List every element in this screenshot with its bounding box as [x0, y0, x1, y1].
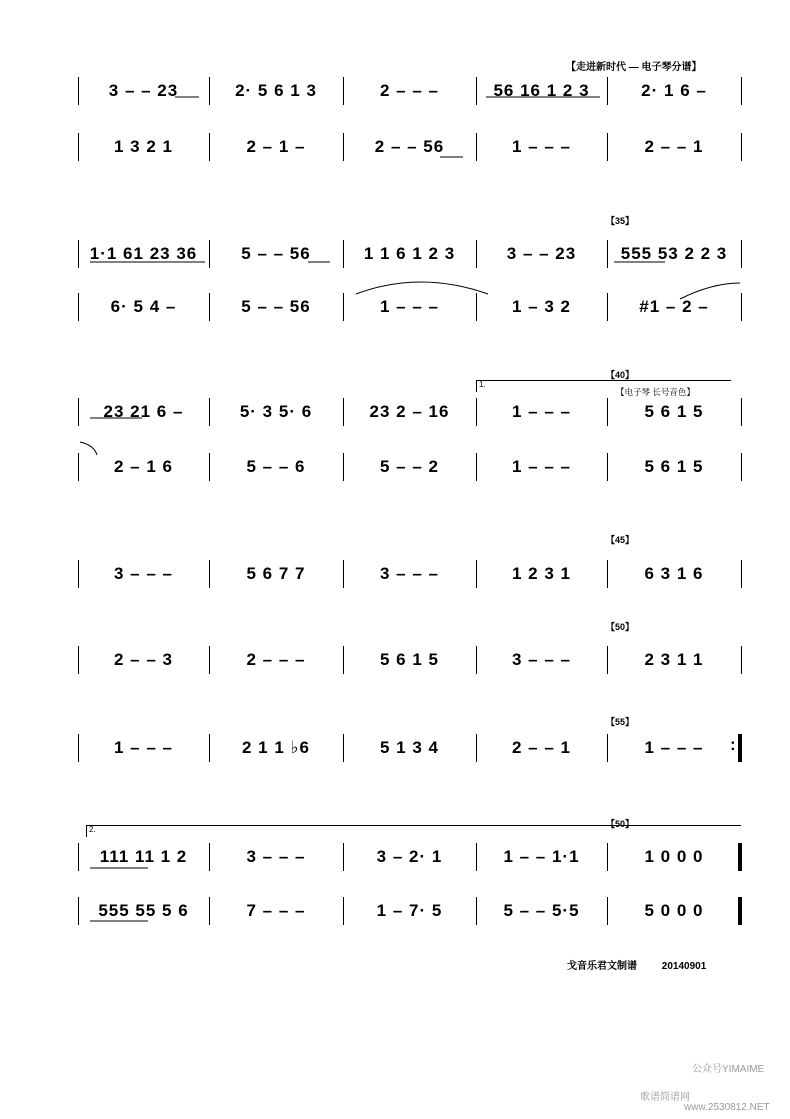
- measure-notes: 1 – – –: [512, 402, 571, 421]
- measure-notes: 5· 3 5· 6: [239, 402, 313, 421]
- measure-notes: 3 – 2· 1: [376, 847, 443, 866]
- measure-notes: 1 0 0 0: [644, 847, 704, 866]
- measure-notes: 3 – – –: [114, 564, 173, 583]
- measure-notes: 1 – 7· 5: [376, 901, 443, 920]
- measure-notes: 23 2 – 16: [369, 402, 450, 421]
- measure-notes: 1 – 3 2: [512, 297, 571, 316]
- measure-notes: 2· 1 6 –: [641, 81, 707, 100]
- measure-notes: 5 6 1 5: [644, 402, 704, 421]
- volta-number: 2.: [89, 825, 96, 834]
- bar-label-50: 【50】: [606, 622, 635, 632]
- measure-notes: 1 3 2 1: [114, 137, 173, 156]
- measure-notes: 5 – – 5·5: [503, 901, 580, 920]
- bar-label-40: 【40】: [606, 370, 635, 380]
- measure-notes: 5 – – 56: [241, 244, 311, 263]
- slur: [680, 283, 740, 299]
- measure-notes: 2 – 1 6: [114, 457, 173, 476]
- measure-notes: 1 – – –: [644, 738, 704, 757]
- measure-notes: 1 – – 1·1: [503, 847, 580, 866]
- measure-notes: 1 – – –: [512, 137, 571, 156]
- footer-credit: 戈音乐君文制谱: [567, 961, 637, 972]
- measure-notes: 5 0 0 0: [644, 901, 704, 920]
- measure-notes: 5 6 1 5: [644, 457, 704, 476]
- measure-notes: 2 – 1 –: [246, 137, 306, 156]
- watermark-site: 公众号YIMAIME: [692, 1064, 765, 1075]
- footer-date: 20140901: [661, 961, 707, 972]
- measure-notes: 2 – – 1: [512, 738, 571, 757]
- measure-notes: 1 – – –: [380, 297, 439, 316]
- measure-notes: 2 – – –: [380, 81, 439, 100]
- measure-notes: 6 3 1 6: [644, 564, 704, 583]
- measure-notes: 6· 5 4 –: [110, 297, 177, 316]
- slur: [80, 442, 97, 455]
- footer: [567, 957, 706, 972]
- measure-notes: 555 53 2 2 3: [620, 244, 728, 263]
- watermark-url: www.2530812.NET: [684, 1102, 770, 1113]
- bar-label-45: 【45】: [606, 535, 635, 545]
- measure-notes: #1 – 2 –: [639, 297, 709, 316]
- measure-notes: 3 – – –: [380, 564, 439, 583]
- measure-notes: 2 3 1 1: [644, 650, 704, 669]
- measure-notes: 2 – – –: [246, 650, 306, 669]
- measure-notes: 3 – – –: [512, 650, 571, 669]
- measure-notes: 5 6 7 7: [246, 564, 306, 583]
- measure-notes: 1 1 6 1 2 3: [363, 244, 456, 263]
- measure-notes: 1·1 61 23 36: [89, 244, 198, 263]
- measure-notes: 1 2 3 1: [512, 564, 571, 583]
- instrument-note: 【电子琴 长号音色】: [616, 387, 695, 397]
- watermark-label: 歌谱简谱网: [640, 1092, 690, 1103]
- measure-notes: 5 6 1 5: [380, 650, 439, 669]
- measure-notes: 5 – – 56: [241, 297, 311, 316]
- measure-notes: 2· 5 6 1 3: [235, 81, 317, 100]
- bar-label-50-second: 【50】: [606, 819, 635, 829]
- bar-label-35: 【35】: [606, 216, 635, 226]
- measure-notes: 23 21 6 –: [103, 402, 184, 421]
- measure-notes: 7 – – –: [246, 901, 306, 920]
- measure-notes: 2 – – 3: [114, 650, 173, 669]
- measure-notes: 56 16 1 2 3: [493, 81, 590, 100]
- measure-notes: 555 55 5 6: [98, 901, 189, 920]
- measure-notes: 5 1 3 4: [380, 738, 439, 757]
- repeat-sign: :: [730, 735, 736, 754]
- measure-notes: 5 – – 2: [380, 457, 439, 476]
- measure-notes: 3 – – 23: [506, 244, 577, 263]
- slur: [356, 282, 488, 294]
- measure-notes: 111 11 1 2: [99, 847, 188, 866]
- measure-notes: 1 – – –: [512, 457, 571, 476]
- bar-label-55: 【55】: [606, 717, 635, 727]
- score-header: 【走进新时代 — 电子琴分谱】: [566, 62, 702, 73]
- volta-number: 1.: [479, 380, 486, 389]
- measure-notes: 5 – – 6: [246, 457, 306, 476]
- measure-notes: 1 – – –: [114, 738, 173, 757]
- measure-notes: 2 – – 56: [374, 137, 445, 156]
- measure-notes: 2 – – 1: [644, 137, 704, 156]
- measure-notes: 3 – – 23: [108, 81, 179, 100]
- measure-notes: 2 1 1 ♭6: [241, 738, 310, 757]
- measure-notes: 3 – – –: [246, 847, 306, 866]
